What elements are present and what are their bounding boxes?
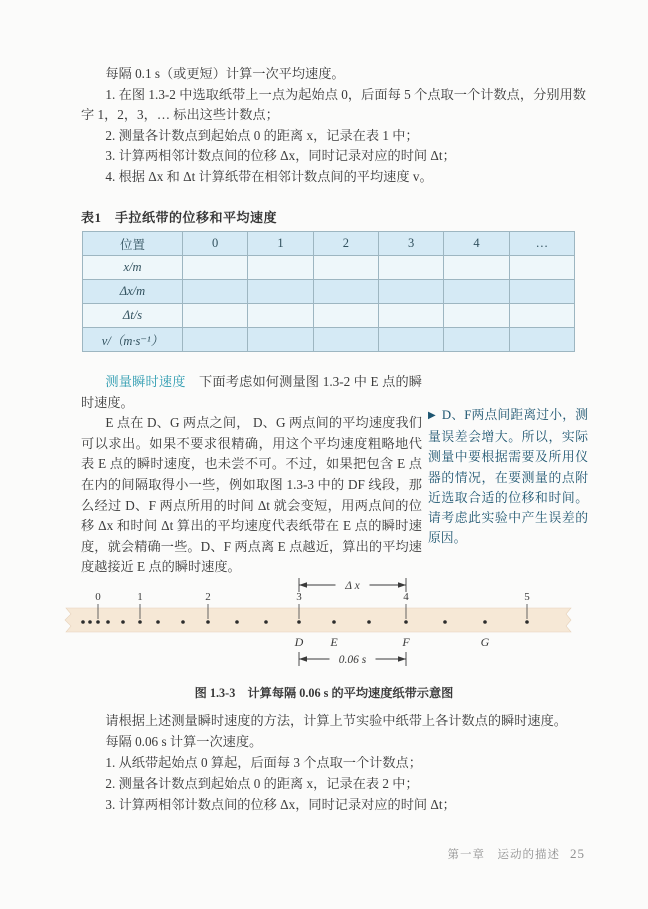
table-cell: [313, 280, 378, 304]
dx-arrow-label: Δ x: [345, 580, 360, 592]
table-cell: [248, 328, 313, 352]
footer-page-number: 25: [570, 846, 585, 861]
margin-note-text: D、F两点间距离过小，测量误差会增大。所以，实际测量中要根据需要及所用仪器的情况，在要测量的点附近选取合适的位移和时间。请考虑此实验中产生误差的原因。: [428, 408, 588, 546]
tape-dot: [96, 620, 100, 624]
bottom-paragraph-2: 每隔 0.06 s 计算一次速度。: [105, 734, 263, 749]
time-arrow-arrowhead: [299, 656, 307, 662]
table-cell: [183, 256, 248, 280]
tape-point-label: F: [402, 635, 410, 649]
pointer-triangle-icon: ▶: [428, 410, 436, 421]
tape-dot: [138, 620, 142, 624]
margin-note: [428, 405, 588, 548]
count-mark-number: 2: [205, 591, 211, 603]
tape-dot: [332, 620, 336, 624]
bottom-paragraph-1: 请根据上述测量瞬时速度的方法，计算上节实验中纸带上各计数点的瞬时速度。: [105, 713, 567, 728]
table-cell: [444, 304, 509, 328]
table-cell: [183, 328, 248, 352]
table-cell: [444, 256, 509, 280]
table-cell: [509, 304, 574, 328]
tape-dot: [121, 620, 125, 624]
table-cell: [248, 256, 313, 280]
tape-dot: [264, 620, 268, 624]
table-column-header: 4: [444, 232, 509, 256]
count-mark-number: 0: [95, 591, 101, 603]
table-column-header: 1: [248, 232, 313, 256]
dx-arrow-arrowhead: [398, 582, 406, 588]
intro-step: 2. 测量各计数点到起始点 0 的距离 x，记录在表 1 中；: [105, 127, 419, 143]
table-column-header: 3: [378, 232, 443, 256]
measure-section: [81, 372, 422, 578]
count-mark-number: 5: [524, 591, 530, 603]
table-cell: [313, 328, 378, 352]
bottom-step: 1. 从纸带起始点 0 算起，后面每 3 个点取一个计数点；: [105, 755, 422, 770]
tape-dot: [443, 620, 447, 624]
tape-dot: [483, 620, 487, 624]
tape-dot: [525, 620, 529, 624]
table-cell: [378, 256, 443, 280]
paper-tape: [65, 608, 571, 632]
tape-dot: [404, 620, 408, 624]
figure-caption: 图 1.3-3 计算每隔 0.06 s 的平均速度纸带示意图: [194, 686, 454, 700]
measure-paragraph-1-text: 下面考虑如何测量图 1.3-2 中 E 点的瞬时速度。: [81, 374, 422, 410]
tape-dot: [181, 620, 185, 624]
table-cell: [378, 328, 443, 352]
footer-section: 运动的描述: [497, 849, 560, 861]
intro-lead: 每隔 0.1 s（或更短）计算一次平均速度。: [105, 66, 345, 81]
tape-dot: [81, 620, 85, 624]
measure-lead-in: 测量瞬时速度: [105, 374, 186, 389]
dx-arrow-arrowhead: [299, 582, 307, 588]
table-cell: [444, 280, 509, 304]
table1-caption: 表1 手拉纸带的位移和平均速度: [81, 210, 278, 225]
tape-point-label: D: [294, 635, 304, 649]
time-arrow-label: 0.06 s: [338, 654, 367, 666]
measure-paragraph-2: E 点在 D、G 两点之间， D、G 两点间的平均速度我们可以求出。如果不要求很精确，用这个平均速度粗略地代表 E 点的瞬时速度，也未尝不可。不过，如果把包含 E 点在内的间隔取得小一些，例如取图 1.3-3 中的 DF 线段，那么经过 D、F 两点所用的时间 Δt 就会变短，用两点间的位移 Δx 和时间 Δt 算出的平均速度代表纸带在 E 点的瞬时速度，就会精确一些。D、F 两点离 E 点越近，算出的平均速度越接近 E 点的瞬时速度。: [81, 415, 422, 575]
table-cell: [248, 280, 313, 304]
table-cell: [509, 328, 574, 352]
paper-tape-figure: [0, 574, 648, 682]
intro-section: [81, 64, 586, 187]
table-column-header: 位置: [83, 232, 183, 256]
table-column-header: 0: [183, 232, 248, 256]
page-footer: [448, 846, 586, 862]
bottom-step: 3. 计算两相邻计数点间的位移 Δx，同时记录对应的时间 Δt；: [105, 797, 456, 812]
footer-chapter: 第一章: [447, 849, 485, 861]
tape-dot: [297, 620, 301, 624]
table1: [82, 231, 575, 352]
table-row-label: x/m: [83, 256, 183, 280]
bottom-step: 2. 测量各计数点到起始点 0 的距离 x，记录在表 2 中；: [105, 776, 419, 791]
tape-dot: [206, 620, 210, 624]
count-mark-number: 3: [296, 591, 302, 603]
table-row-label: Δx/m: [83, 280, 183, 304]
table-row-label: Δt/s: [83, 304, 183, 328]
intro-step: 4. 根据 Δx 和 Δt 计算纸带在相邻计数点间的平均速度 v。: [105, 168, 433, 184]
table-cell: [444, 328, 509, 352]
tape-dot: [106, 620, 110, 624]
tape-dot: [367, 620, 371, 624]
table-column-header: …: [509, 232, 574, 256]
table-cell: [378, 304, 443, 328]
table-cell: [509, 280, 574, 304]
tape-dot: [88, 620, 92, 624]
table-column-header: 2: [313, 232, 378, 256]
bottom-section: [81, 710, 587, 815]
tape-dot: [235, 620, 239, 624]
table-cell: [313, 256, 378, 280]
tape-point-label: E: [330, 635, 338, 649]
intro-step: 3. 计算两相邻计数点间的位移 Δx，同时记录对应的时间 Δt；: [105, 148, 456, 163]
time-arrow-arrowhead: [398, 656, 406, 662]
count-mark-number: 4: [403, 591, 409, 603]
table-cell: [378, 280, 443, 304]
table-cell: [509, 256, 574, 280]
tape-dot: [156, 620, 160, 624]
count-mark-number: 1: [137, 591, 143, 603]
table-cell: [248, 304, 313, 328]
table-cell: [183, 280, 248, 304]
table-row-label: v/（m·s⁻¹）: [83, 328, 183, 352]
tape-point-label: G: [480, 635, 490, 649]
measure-paragraph-1: [81, 372, 422, 413]
table-cell: [313, 304, 378, 328]
intro-step: 1. 在图 1.3-2 中选取纸带上一点为起始点 0，后面每 5 个点取一个计数点，分别用数字 1，2，3，… 标出这些计数点；: [81, 86, 586, 122]
table-cell: [183, 304, 248, 328]
